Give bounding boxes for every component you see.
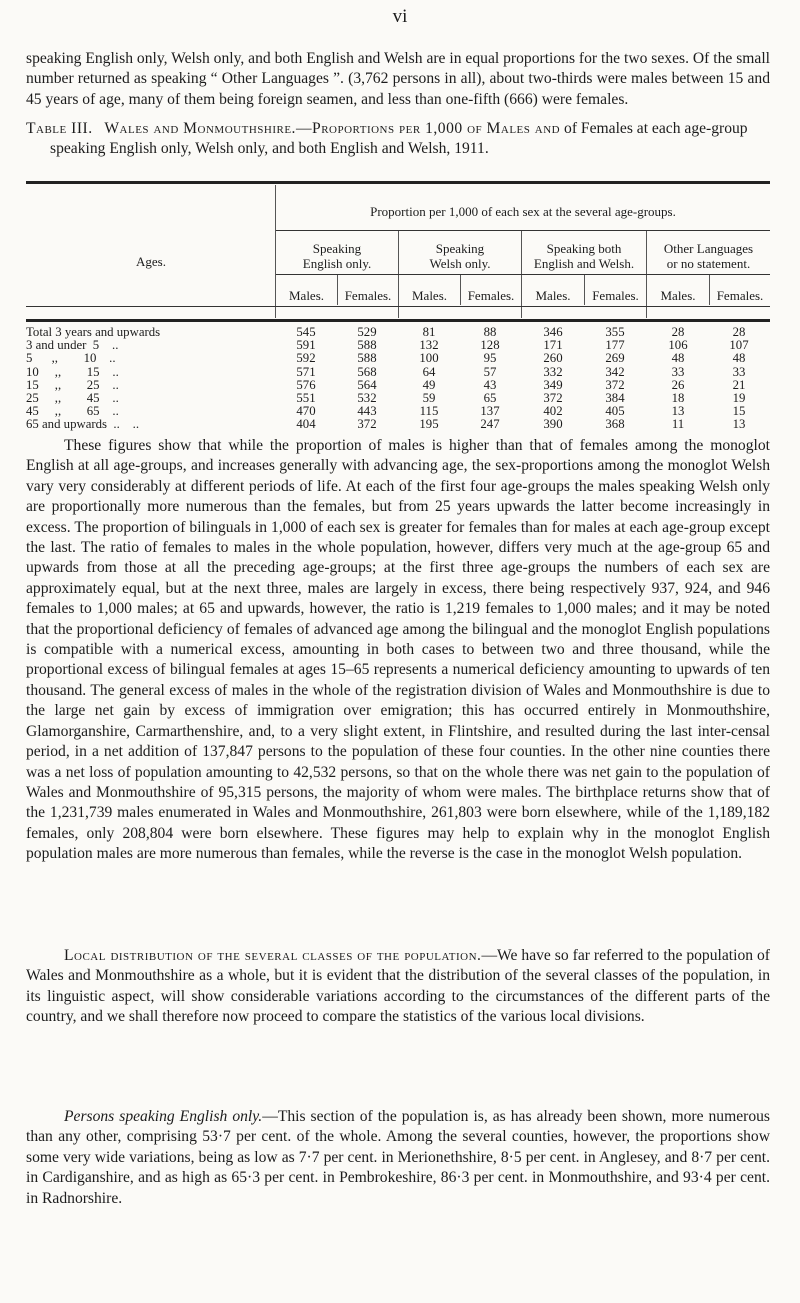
row-label: 3 and under 5 .. [26, 338, 119, 353]
row-value: 132 [419, 338, 439, 353]
sex-header: Females. [344, 288, 392, 303]
local-distribution-text: —We have so far referred to the population of Wales and Monmouthshire as a whole, but it is evident that the distribution of the several classes of the population, in its linguistic aspect, will show considerable variations according to the circumstances of the different parts of the country, and we shall therefore now proceed to compare the statistics of the various local divisions. [26, 947, 770, 1026]
row-value: 95 [483, 351, 497, 366]
sex-header: Females. [592, 288, 639, 303]
row-value: 571 [296, 364, 316, 379]
row-value: 100 [419, 351, 439, 366]
row-value: 342 [605, 364, 625, 379]
super-header: Proportion per 1,000 of each sex at the several age-groups. [370, 204, 676, 219]
sex-divider [584, 275, 585, 305]
row-value: 171 [543, 338, 563, 353]
row-value: 65 [483, 391, 497, 405]
row-value: 576 [296, 377, 316, 392]
row-value: 28 [732, 325, 746, 339]
row-label: 65 and upwards .. .. [26, 417, 140, 432]
row-value: 384 [605, 391, 625, 405]
row-value: 48 [732, 351, 746, 366]
row-value: 346 [543, 325, 563, 339]
english-only-heading: Persons speaking English only. [64, 1108, 263, 1125]
row-value: 402 [543, 404, 563, 419]
row-value: 115 [419, 404, 439, 419]
table-bottom-rule [26, 319, 770, 322]
sex-divider [709, 275, 710, 305]
row-value: 260 [543, 351, 563, 366]
row-value: 269 [605, 351, 625, 366]
row-value: 64 [422, 364, 436, 379]
row-value: 551 [296, 391, 316, 405]
english-only-paragraph [26, 1107, 770, 1209]
row-value: 48 [671, 351, 685, 366]
table-top-rule [26, 181, 770, 184]
row-label: 5 ,, 10 .. [26, 351, 116, 366]
row-value: 372 [543, 391, 563, 405]
row-value: 390 [543, 417, 563, 432]
row-value: 195 [419, 417, 439, 432]
sex-header: Females. [467, 288, 515, 303]
row-value: 59 [422, 391, 436, 405]
sex-header: Males. [411, 288, 448, 303]
row-value: 137 [480, 404, 500, 419]
row-value: 545 [296, 325, 316, 339]
row-label: 10 ,, 15 .. [26, 364, 119, 379]
row-value: 33 [671, 364, 685, 379]
row-value: 532 [357, 391, 377, 405]
row-value: 28 [671, 325, 685, 339]
table-title-line2: of Females at each age-group speaking English only, Welsh only, and both [50, 120, 748, 158]
row-label: Total 3 years and upwards [26, 325, 161, 339]
row-value: 11 [671, 417, 685, 432]
row-value: 564 [357, 377, 377, 392]
group-header-rule [276, 274, 770, 275]
row-value: 588 [357, 351, 377, 366]
row-value: 443 [357, 404, 377, 419]
row-value: 368 [605, 417, 625, 432]
row-value: 332 [543, 364, 563, 379]
row-value: 13 [671, 404, 685, 419]
sex-divider [460, 275, 461, 305]
group-header-both: Speaking both English and Welsh. [533, 241, 635, 271]
local-distribution-heading: Local distribution of the several classes of the population. [64, 947, 482, 964]
row-value: 43 [483, 377, 497, 392]
sex-header: Males. [288, 288, 325, 303]
row-value: 57 [483, 364, 497, 379]
table-row [26, 379, 770, 392]
group-header-english-only: Speaking English only. [302, 241, 372, 271]
row-value: 81 [422, 325, 436, 339]
table-row [26, 352, 770, 365]
row-label: 15 ,, 25 .. [26, 377, 119, 392]
sex-header: Males. [660, 288, 696, 303]
table-caption [26, 119, 770, 160]
row-value: 13 [732, 417, 746, 432]
row-value: 470 [296, 404, 316, 419]
row-value: 349 [543, 377, 563, 392]
ages-header: Ages. [136, 254, 166, 269]
analysis-paragraph: These figures show that while the proportion of males is higher than that of females among the monoglot English at all age-groups, and increases generally with advancing age, the sex-proportions among the monoglot Welsh vary very considerably at different periods of life. At each of the first four age-groups the males speaking Welsh only are proportionally more numerous than the females, but from 25 years upwards the latter become increasingly in excess. The proportion of bilinguals in 1,000 of each sex is greater for females than for males at each age-group except the last. The ratio of females to males in the whole population, however, differs very much at the age-group 65 and upwards from those at all the preceding age-groups; at the first three age-groups the numbers of each sex are approximately equal, but at the next three, males are largely in excess, there being respectively 937, 924, and 946 females to 1,000 males; at 65 and upwards, however, the ratio is 1,219 females to 1,000 males; and it may be noted that the proportional deficiency of females of advanced age among the bilingual and the monoglot English populations is compatible with a numerical excess, amounting in both cases to between two and three thousand, while the proportional excess of bilingual females at ages 15–65 represents a numerical deficiency amounting to upwards of ten thousand. The general excess of males in the whole of the registration division of Wales and Monmouthshire is due to the large net gain by excess of immigration over emigration; this has occurred entirely in Monmouthshire, Glamorganshire, Carmarthenshire, and, to a very slight extent, in Flintshire, and resulted during the last inter-censal period, in a net addition of 137,847 persons to the population of these four counties. In the other nine counties there was a net loss of population amounting to 42,532 persons, so that on the whole there was net gain to the population of Wales and Monmouthshire of 95,315 persons, the majority of whom were males. The birthplace returns show that of the 1,231,739 males enumerated in Wales and Monmouthshire, 261,803 were born elsewhere, while of the 1,189,182 females, only 208,804 were born elsewhere. These figures may help to explain why in the monoglot English population males are more numerous than females, while the reverse is the case in the monoglot Welsh population. [26, 437, 770, 863]
row-value: 107 [729, 338, 749, 353]
row-value: 177 [605, 338, 625, 353]
group-header-welsh-only: Speaking Welsh only. [429, 241, 491, 271]
header-bottom-rule [26, 306, 770, 307]
row-value: 591 [296, 338, 316, 353]
row-value: 405 [605, 404, 625, 419]
sex-header: Males. [535, 288, 571, 303]
row-value: 128 [480, 338, 500, 353]
row-value: 21 [732, 377, 746, 392]
page-number: vi [392, 6, 408, 27]
table-row [26, 326, 770, 339]
row-value: 372 [357, 417, 377, 432]
table-row [26, 392, 770, 405]
english-only-text: —This section of the population is, as has already been shown, more numerous than any other, comprising 53·7 per cent. of the whole. Among the several counties, however, the proportions show some very wide variations, being as low as 7·7 per cent. in Merionethshire, 8·5 per cent. in Anglesey, and 8·7 per cent. in Cardiganshire, and as high as 65·3 per cent. in Pembrokeshire, 86·3 per cent. in Monmouthshire, and 93·4 per cent. in Radnorshire. [26, 1108, 770, 1207]
row-value: 19 [732, 391, 746, 405]
table-row [26, 366, 770, 379]
row-value: 18 [671, 391, 685, 405]
table-title-line1: Wales and Monmouthshire.—Proportions per 1,000 of Males and [104, 120, 561, 137]
row-value: 106 [668, 338, 688, 353]
local-distribution-paragraph [26, 946, 770, 1028]
row-value: 15 [732, 404, 746, 419]
row-value: 529 [357, 325, 377, 339]
table-label: Table III. [26, 120, 93, 137]
row-value: 372 [605, 377, 625, 392]
row-value: 33 [732, 364, 746, 379]
table-row [26, 418, 770, 431]
super-header-rule [276, 230, 770, 231]
row-value: 247 [480, 417, 500, 432]
row-value: 588 [357, 338, 377, 353]
row-value: 592 [296, 351, 316, 366]
row-value: 88 [483, 325, 497, 339]
group-header-other: Other Languages or no statement. [663, 241, 754, 271]
table-row [26, 405, 770, 418]
row-label: 25 ,, 45 .. [26, 391, 119, 405]
row-value: 49 [422, 377, 436, 392]
row-value: 355 [605, 325, 625, 339]
sex-header: Females. [716, 288, 764, 303]
row-label: 45 ,, 65 .. [26, 404, 119, 419]
row-value: 26 [671, 377, 685, 392]
row-value: 568 [357, 364, 377, 379]
table-row [26, 339, 770, 352]
intro-paragraph: speaking English only, Welsh only, and both English and Welsh are in equal proportions for the two sexes. Of the small number returned as speaking “ Other Languages ”. (3,762 persons in all), about two-thirds were males between 15 and 45 years of age, many of them being foreign seamen, and less than one-fifth (666) were females. [26, 50, 770, 108]
table-title-line3: English and Welsh, 1911. [330, 140, 489, 158]
sex-divider [337, 275, 338, 305]
row-value: 404 [296, 417, 316, 432]
